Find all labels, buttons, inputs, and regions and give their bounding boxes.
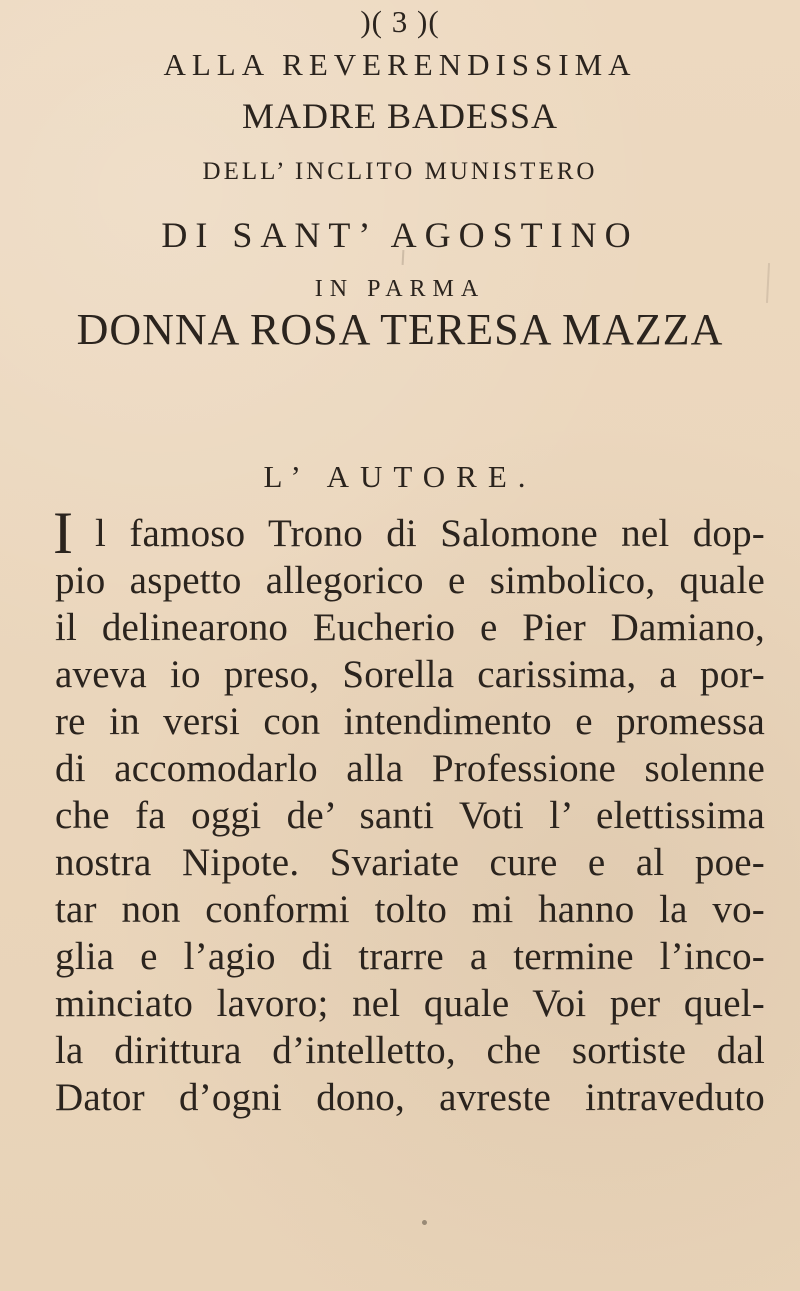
body-line-12: la dirittura d’intelletto, che sortiste dal: [55, 1029, 765, 1072]
author-heading: L’ AUTORE.: [263, 459, 537, 494]
page-number: )( 3 )(: [360, 4, 440, 39]
dedication-line-4: DI SANT’ AGOSTINO: [161, 215, 639, 255]
body-line-6: di accomodarlo alla Professione solenne: [55, 747, 765, 790]
dedication-line-2: MADRE BADESSA: [241, 96, 559, 136]
dropcap-letter: I: [53, 500, 74, 566]
dedication-line-1: ALLA REVERENDISSIMA: [163, 47, 637, 82]
body-line-5: re in versi con intendimento e promessa: [55, 700, 765, 743]
dedication-line-5: IN PARMA: [314, 276, 486, 302]
body-line-7: che fa oggi de’ santi Voti l’ elettissima: [55, 794, 765, 837]
body-line-1: [53, 500, 765, 566]
paper-mark: [402, 250, 405, 265]
body-line-1-text: l famoso Trono di Salomone nel dop-: [95, 512, 765, 555]
body-line-9: tar non conformi tolto mi hanno la vo-: [55, 888, 765, 931]
body-line-8: nostra Nipote. Svariate cure e al poe-: [55, 841, 765, 884]
paper-speck: [422, 1220, 427, 1225]
body-line-3: il delinearono Eucherio e Pier Damiano,: [55, 606, 765, 649]
body-line-11: minciato lavoro; nel quale Voi per quel-: [55, 982, 765, 1025]
body-line-13: Dator d’ogni dono, avreste intraveduto: [55, 1076, 765, 1119]
body-text: [53, 500, 765, 1121]
body-line-4: aveva io preso, Sorella carissima, a por-: [55, 653, 765, 696]
body-line-2: pio aspetto allegorico e simbolico, quale: [55, 559, 765, 602]
body-line-10: glia e l’agio di trarre a termine l’inco-: [55, 935, 765, 978]
dedication-line-3: DELL’ INCLITO MUNISTERO: [202, 158, 598, 185]
dedication-line-6: DONNA ROSA TERESA MAZZA: [76, 305, 724, 354]
